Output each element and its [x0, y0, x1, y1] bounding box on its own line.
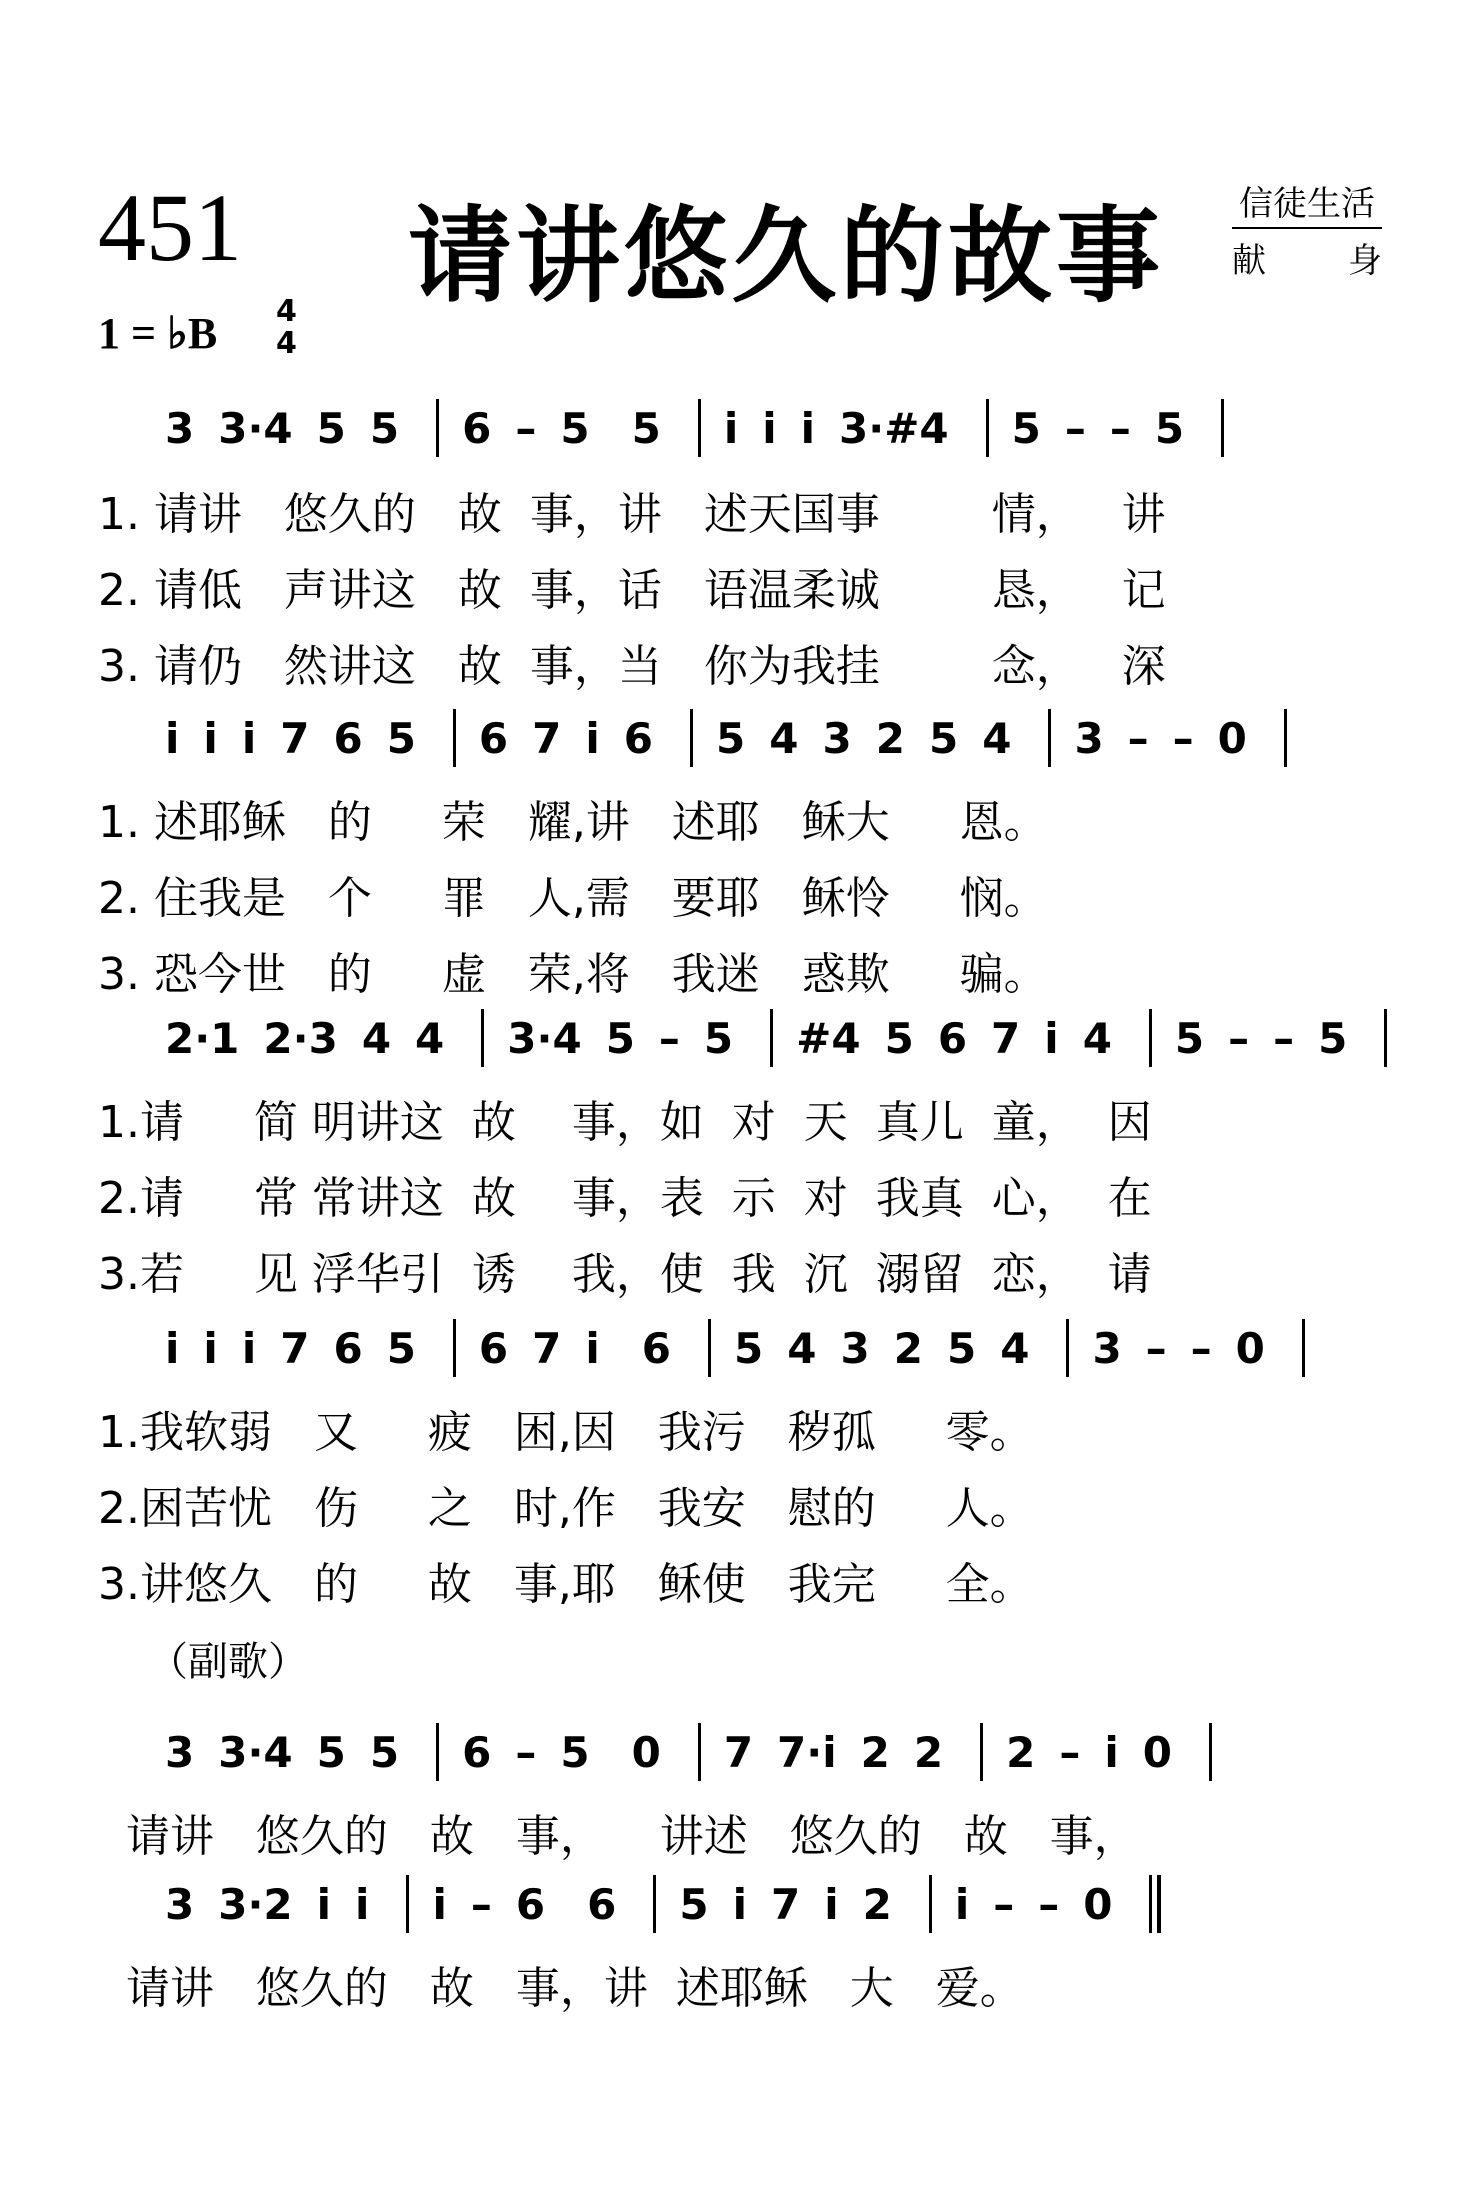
note: – — [1190, 1323, 1212, 1373]
note: 5 — [703, 1013, 734, 1063]
note: 5 — [679, 1879, 709, 1929]
barline — [1048, 709, 1051, 767]
note: 7 — [532, 713, 562, 763]
note: – — [1127, 713, 1149, 763]
time-bottom: 4 — [276, 326, 297, 361]
note: i — [954, 1879, 970, 1929]
note: 6 — [478, 1323, 509, 1373]
barline — [406, 1875, 409, 1933]
notes-system-3 — [160, 1006, 1405, 1070]
note: 2 — [893, 1323, 923, 1373]
note: 3·4 — [218, 1727, 293, 1777]
barline — [1221, 399, 1224, 457]
note: 3·4 — [218, 403, 293, 453]
barline — [453, 709, 456, 767]
note: 0 — [631, 1727, 661, 1777]
barline — [653, 1875, 656, 1933]
note: 6 — [641, 1323, 672, 1373]
barline — [1302, 1319, 1305, 1377]
note: – — [1145, 1323, 1167, 1373]
barline — [1209, 1723, 1212, 1781]
note: 5 — [1011, 403, 1041, 453]
note: – — [1064, 403, 1086, 453]
note: 0 — [1142, 1727, 1172, 1777]
note: 4 — [415, 1013, 445, 1063]
note: 3·2 — [218, 1879, 293, 1929]
note: 3 — [840, 1323, 870, 1373]
lyric-s3-v1: 1.请 简 明讲这 故 事，如 对 天 真儿 童， 因 — [98, 1097, 1152, 1148]
note: i — [762, 403, 777, 453]
note: 6 — [333, 713, 363, 763]
note: 4 — [1082, 1013, 1112, 1063]
note: 5 — [386, 1323, 416, 1373]
note: 5 — [316, 403, 346, 453]
note: 5 — [884, 1013, 914, 1063]
time-top: 4 — [276, 294, 297, 329]
lyric-s2-v3: 3. 恐今世 的 虚 荣,将 我迷 惑欺 骗。 — [98, 949, 1048, 1000]
note: 0 — [1083, 1879, 1113, 1929]
note: – — [1273, 1013, 1295, 1063]
note: 3 — [165, 403, 195, 453]
note: 5 — [946, 1323, 977, 1373]
note: i — [585, 713, 600, 763]
note: 4 — [361, 1013, 392, 1063]
note: – — [1059, 1727, 1081, 1777]
lyric-s3-v2: 2.请 常 常讲这 故 事，表 示 对 我真 心， 在 — [98, 1173, 1152, 1224]
barline — [986, 399, 989, 457]
barline — [436, 1723, 439, 1781]
note: 5 — [631, 403, 661, 453]
note: i — [585, 1323, 600, 1373]
barline — [1284, 709, 1287, 767]
note: i — [800, 403, 816, 453]
hymn-number: 451 — [98, 174, 242, 281]
note: 7 — [723, 1727, 754, 1777]
note: 2 — [1006, 1727, 1036, 1777]
note: – — [515, 403, 537, 453]
lyric-s3-v3: 3.若 见 浮华引 诱 我，使 我 沉 溺留 恋， 请 — [98, 1249, 1152, 1300]
note: 2 — [875, 713, 905, 763]
note: 3 — [165, 1879, 195, 1929]
key-signature: 1 = ♭B — [98, 309, 218, 358]
note: i — [723, 403, 739, 453]
barline — [690, 709, 693, 767]
note: 5 — [716, 713, 746, 763]
note: 3 — [1074, 713, 1104, 763]
lyric-s4-v2: 2.困苦忧 伤 之 时,作 我安 慰的 人。 — [98, 1483, 1034, 1534]
note: i — [165, 713, 180, 763]
note: 6 — [462, 403, 492, 453]
note: 5 — [928, 713, 959, 763]
note: i — [203, 1323, 218, 1373]
notes-system-4 — [160, 1316, 1323, 1380]
note: i — [432, 1879, 447, 1929]
note: 4 — [769, 713, 799, 763]
category-bottom-right: 身 — [1348, 241, 1382, 281]
lyric-s2-v2: 2. 住我是 个 罪 人,需 要耶 稣怜 悯。 — [98, 873, 1048, 924]
note: #4 — [796, 1013, 861, 1063]
note: 5 — [605, 1013, 635, 1063]
note: 5 — [560, 403, 590, 453]
lyric-refrain-2: 请讲 悠久的 故 事，讲 述耶稣 大 爱。 — [98, 1963, 1024, 2014]
barline — [708, 1319, 711, 1377]
note: 2 — [862, 1879, 892, 1929]
note: 3·4 — [507, 1013, 582, 1063]
note: – — [1038, 1879, 1060, 1929]
barline — [1066, 1319, 1069, 1377]
note: i — [1044, 1013, 1059, 1063]
note: i — [203, 713, 218, 763]
note: – — [1109, 403, 1131, 453]
category-bottom-left: 献 — [1232, 241, 1266, 281]
note: 3 — [822, 713, 852, 763]
note: i — [165, 1323, 180, 1373]
lyric-s1-v1: 1. 请讲 悠久的 故 事，讲 述天国事 情， 讲 — [98, 489, 1166, 540]
time-signature — [276, 296, 297, 360]
notes-refrain-2 — [160, 1872, 1179, 1936]
note: i — [732, 1879, 747, 1929]
lyric-s1-v3: 3. 请仍 然讲这 故 事，当 你为我挂 念， 深 — [98, 641, 1166, 692]
note: 5 — [560, 1727, 590, 1777]
note: 7 — [280, 1323, 310, 1373]
note: 5 — [386, 713, 416, 763]
note: – — [993, 1879, 1015, 1929]
barline — [1149, 1009, 1152, 1067]
barline — [770, 1009, 773, 1067]
note: 3 — [165, 1727, 195, 1777]
note: i — [316, 1879, 332, 1929]
note: 6 — [333, 1323, 363, 1373]
note: – — [658, 1013, 680, 1063]
note: 5 — [734, 1323, 764, 1373]
notes-system-1 — [160, 396, 1242, 460]
note: i — [241, 1323, 257, 1373]
final-barline — [1149, 1875, 1161, 1933]
note: – — [470, 1879, 492, 1929]
note: 2 — [860, 1727, 890, 1777]
note: 4 — [982, 713, 1012, 763]
lyric-s4-v3: 3.讲悠久 的 故 事,耶 稣使 我完 全。 — [98, 1559, 1034, 1610]
notes-system-2 — [160, 706, 1305, 770]
lyric-s1-v2: 2. 请低 声讲这 故 事，话 语温柔诚 恳， 记 — [98, 565, 1166, 616]
note: 5 — [1318, 1013, 1348, 1063]
hymn-title: 请讲悠久的故事 — [408, 195, 1165, 317]
note: 6 — [515, 1879, 546, 1929]
note: 0 — [1217, 713, 1247, 763]
note: 6 — [623, 713, 654, 763]
note: 5 — [316, 1727, 346, 1777]
note: 0 — [1235, 1323, 1265, 1373]
barline — [453, 1319, 456, 1377]
lyric-refrain-1: 请讲 悠久的 故 事， 讲述 悠久的 故 事， — [98, 1811, 1138, 1862]
note: – — [515, 1727, 537, 1777]
lyric-s4-v1: 1.我软弱 又 疲 困,因 我污 秽孤 零。 — [98, 1407, 1034, 1458]
barline — [436, 399, 439, 457]
note: 7 — [280, 713, 310, 763]
note: 5 — [369, 1727, 400, 1777]
note: i — [824, 1879, 839, 1929]
note: 5 — [1154, 403, 1185, 453]
note: 6 — [478, 713, 509, 763]
category-top: 信徒生活 — [1232, 176, 1382, 229]
barline — [1384, 1009, 1387, 1067]
note: 7 — [770, 1879, 801, 1929]
note: i — [241, 713, 257, 763]
note: 2 — [913, 1727, 944, 1777]
note: 7 — [991, 1013, 1021, 1063]
note: – — [1228, 1013, 1250, 1063]
barline — [929, 1875, 932, 1933]
note: 2·1 — [165, 1013, 240, 1063]
category-box — [1232, 176, 1382, 282]
note: 3 — [1092, 1323, 1122, 1373]
note: 6 — [937, 1013, 968, 1063]
barline — [481, 1009, 484, 1067]
note: 7 — [532, 1323, 562, 1373]
refrain-label: （副歌） — [148, 1639, 308, 1685]
note: – — [1172, 713, 1194, 763]
note: 4 — [1000, 1323, 1030, 1373]
lyric-s2-v1: 1. 述耶稣 的 荣 耀,讲 述耶 稣大 恩。 — [98, 797, 1048, 848]
note: i — [1104, 1727, 1119, 1777]
note: 6 — [587, 1879, 617, 1929]
note: 4 — [787, 1323, 817, 1373]
note: 5 — [1174, 1013, 1205, 1063]
note: 6 — [462, 1727, 492, 1777]
notes-refrain-1 — [160, 1720, 1230, 1784]
note: 5 — [369, 403, 400, 453]
barline — [698, 1723, 701, 1781]
note: 7·i — [777, 1727, 837, 1777]
note: 3·#4 — [839, 403, 949, 453]
note: i — [355, 1879, 370, 1929]
barline — [980, 1723, 983, 1781]
barline — [698, 399, 701, 457]
note: 2·3 — [263, 1013, 338, 1063]
